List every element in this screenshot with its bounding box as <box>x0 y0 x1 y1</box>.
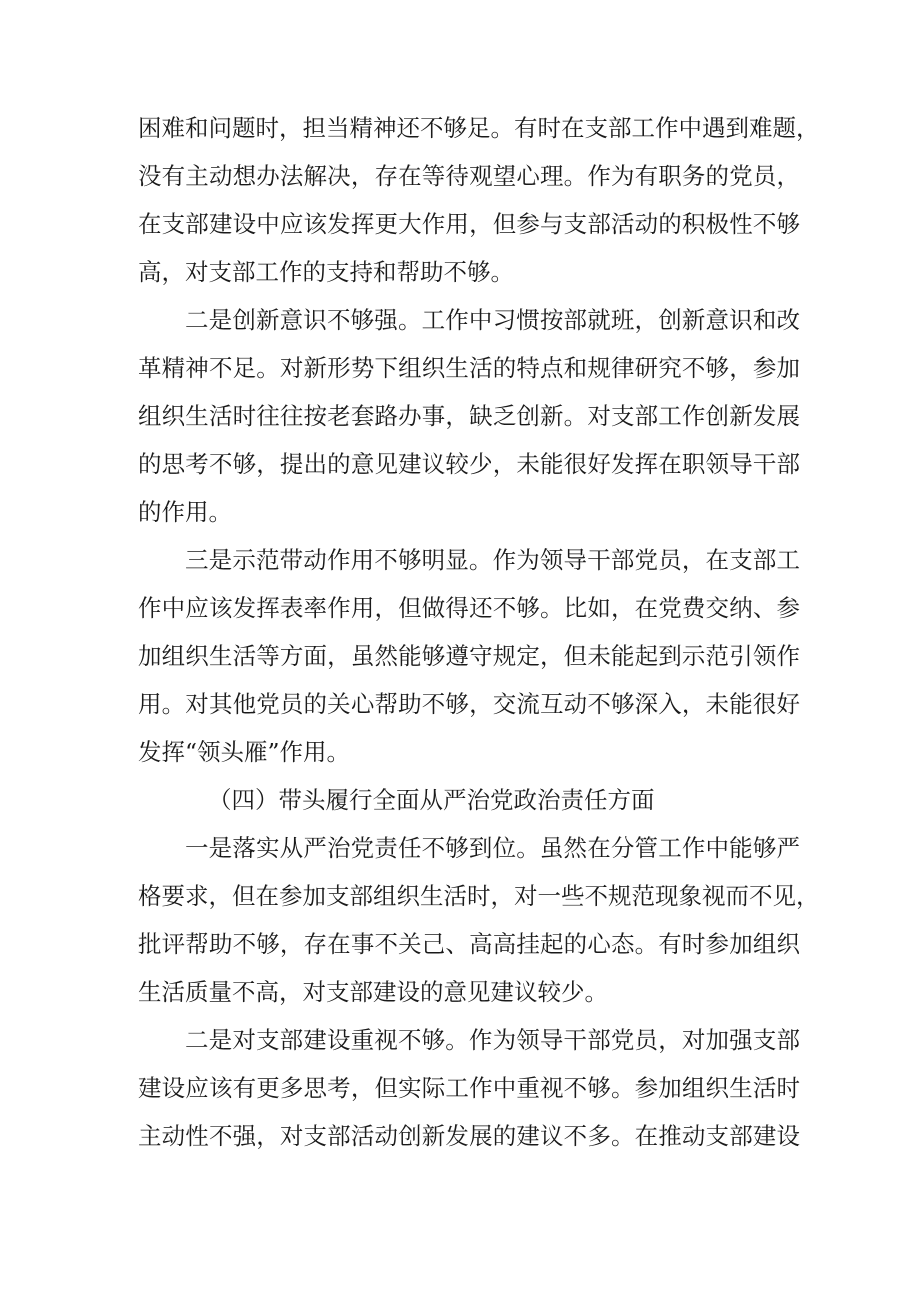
text-line: 的思考不够，提出的意见建议较少，未能很好发挥在职领导干部 <box>138 450 800 478</box>
text-line: 格要求，但在参加支部组织生活时，对一些不规范现象视而不见， <box>138 882 820 910</box>
text-line: 建设应该有更多思考，但实际工作中重视不够。参加组织生活时 <box>138 1074 800 1102</box>
text-line: 困难和问题时，担当精神还不够足。有时在支部工作中遇到难题， <box>138 114 820 142</box>
text-line: 二是创新意识不够强。工作中习惯按部就班，创新意识和改 <box>185 306 800 334</box>
text-line: 组织生活时往往按老套路办事，缺乏创新。对支部工作创新发展 <box>138 402 800 430</box>
text-line: 在支部建设中应该发挥更大作用，但参与支部活动的积极性不够 <box>138 210 800 238</box>
text-line: 批评帮助不够，存在事不关己、高高挂起的心态。有时参加组织 <box>138 930 800 958</box>
text-line: 革精神不足。对新形势下组织生活的特点和规律研究不够，参加 <box>138 354 800 382</box>
text-line: 的作用。 <box>138 498 232 526</box>
text-line: 作中应该发挥表率作用，但做得还不够。比如，在党费交纳、参 <box>138 594 800 622</box>
text-line: 生活质量不高，对支部建设的意见建议较少。 <box>138 978 608 1006</box>
text-line: 加组织生活等方面，虽然能够遵守规定，但未能起到示范引领作 <box>138 642 800 670</box>
text-line: 三是示范带动作用不够明显。作为领导干部党员，在支部工 <box>185 546 800 574</box>
text-line: 主动性不强，对支部活动创新发展的建议不多。在推动支部建设 <box>138 1122 800 1150</box>
text-line: 高，对支部工作的支持和帮助不够。 <box>138 258 514 286</box>
text-line: 二是对支部建设重视不够。作为领导干部党员，对加强支部 <box>185 1026 800 1054</box>
section-heading: （四）带头履行全面从严治党政治责任方面 <box>208 786 655 814</box>
text-line: 用。对其他党员的关心帮助不够，交流互动不够深入，未能很好 <box>138 690 800 718</box>
document-body <box>138 104 820 1160</box>
text-line: 没有主动想办法解决，存在等待观望心理。作为有职务的党员， <box>138 162 800 190</box>
text-line: 发挥“领头雁”作用。 <box>138 738 351 766</box>
text-line: 一是落实从严治党责任不够到位。虽然在分管工作中能够严 <box>185 834 800 862</box>
